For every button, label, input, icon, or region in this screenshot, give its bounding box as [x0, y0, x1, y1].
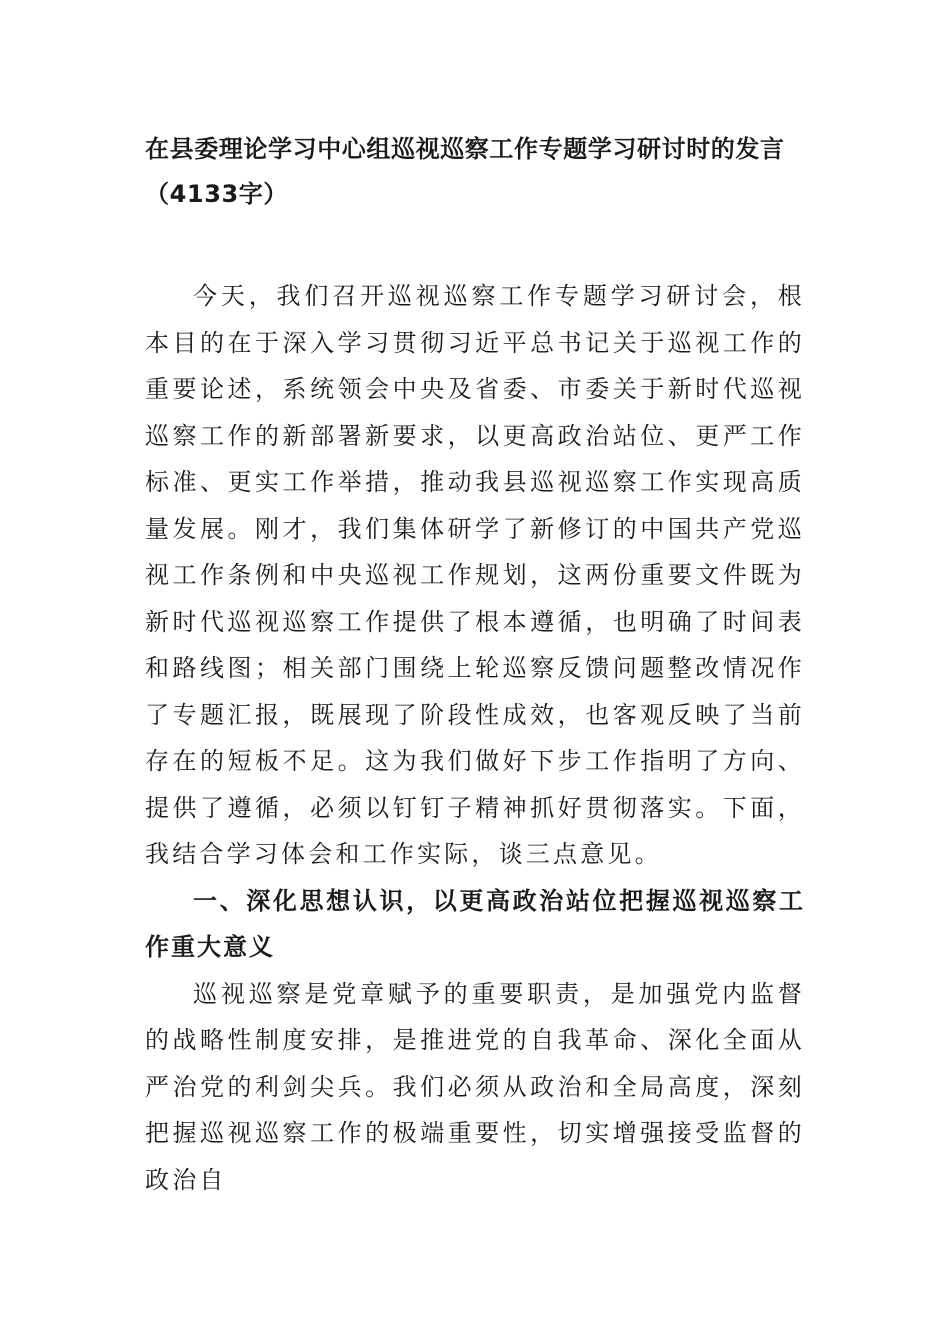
document-title: 在县委理论学习中心组巡视巡察工作专题学习研讨时的发言（4133字）: [145, 135, 785, 208]
intro-paragraph: 今天，我们召开巡视巡察工作专题学习研讨会，根本目的在于深入学习贯彻习近平总书记关于巡视工作的重要论述，系统领会中央及省委、市委关于新时代巡视巡察工作的新部署新要求，以更高政治站位、更严工作标准、更实工作举措，推动我县巡视巡察工作实现高质量发展。刚才，我们集体研学了新修订的中国共产党巡视工作条例和中央巡视工作规划，这两份重要文件既为新时代巡视巡察工作提供了根本遵循，也明确了时间表和路线图；相关部门围绕上轮巡察反馈问题整改情况作了专题汇报，既展现了阶段性成效，也客观反映了当前存在的短板不足。这为我们做好下步工作指明了方向、提供了遵循，必须以钉钉子精神抓好贯彻落实。下面，我结合学习体会和工作实际，谈三点意见。: [145, 282, 805, 868]
document-body: [145, 273, 805, 1203]
section-heading: 一、深化思想认识，以更高政治站位把握巡视巡察工作重大意义: [145, 886, 805, 961]
section-paragraph: 巡视巡察是党章赋予的重要职责，是加强党内监督的战略性制度安排，是推进党的自我革命、深化全面从严治党的利剑尖兵。我们必须从政治和全局高度，深刻把握巡视巡察工作的极端重要性，切实增强接受监督的政治自: [145, 979, 805, 1194]
